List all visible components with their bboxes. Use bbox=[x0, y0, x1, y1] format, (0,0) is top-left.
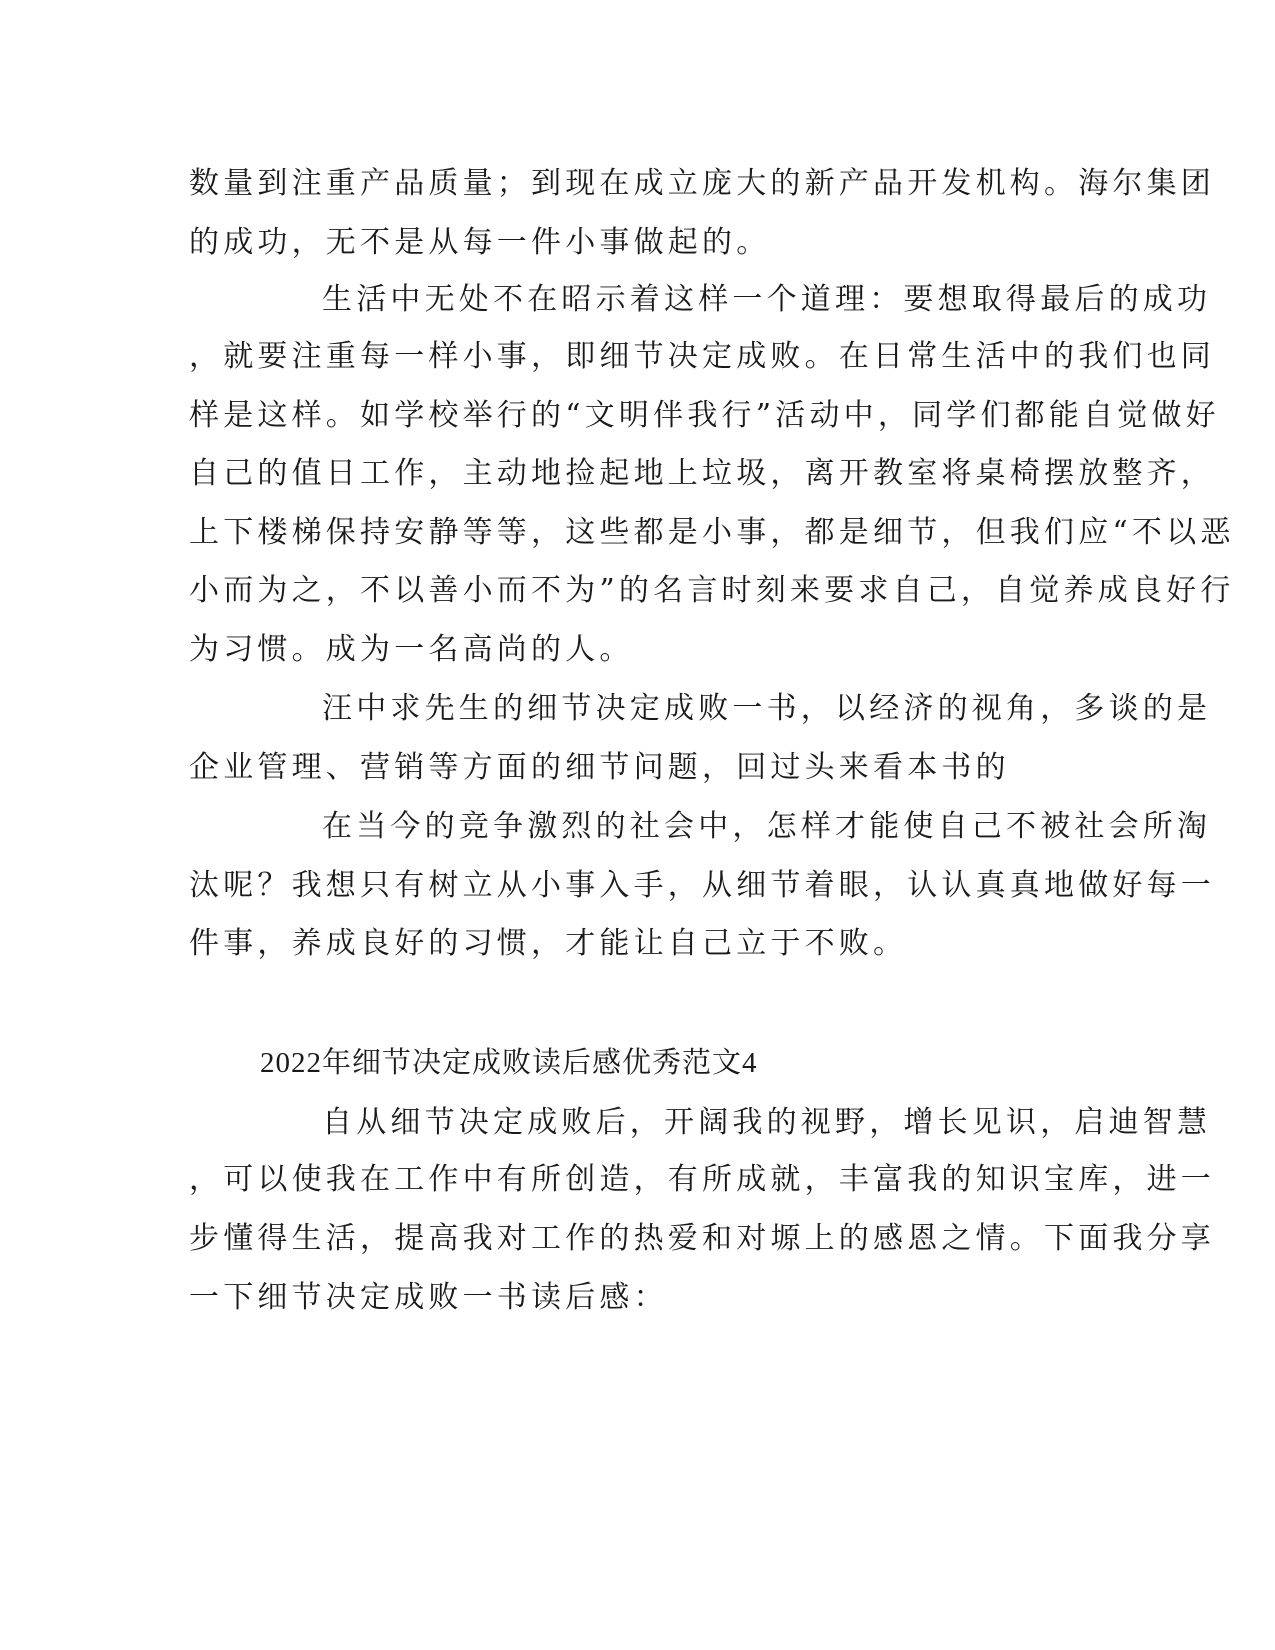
paragraph-line: 数量到注重产品质量；到现在成立庞大的新产品开发机构。海尔集团 bbox=[189, 166, 1215, 201]
paragraph-line: 小而为之，不以善小而不为”的名言时刻来要求自己，自觉养成良好行 bbox=[189, 573, 1235, 608]
paragraph-line: ，就要注重每一样小事，即细节决定成败。在日常生活中的我们也同 bbox=[189, 339, 1215, 374]
paragraph-line: ，可以使我在工作中有所创造，有所成就，丰富我的知识宝库，进一 bbox=[189, 1162, 1215, 1197]
paragraph-line: 的成功，无不是从每一件小事做起的。 bbox=[189, 225, 771, 260]
paragraph-line: 为习惯。成为一名高尚的人。 bbox=[189, 632, 634, 667]
section-heading: 2022年细节决定成败读后感优秀范文4 bbox=[260, 1047, 758, 1079]
paragraph-line: 企业管理、营销等方面的细节问题，回过头来看本书的 bbox=[189, 750, 1010, 785]
paragraph-line: 汰呢？我想只有树立从小事入手，从细节着眼，认认真真地做好每一 bbox=[189, 868, 1215, 903]
paragraph-line: 样是这样。如学校举行的“文明伴我行”活动中，同学们都能自觉做好 bbox=[189, 398, 1220, 433]
paragraph-line: 在当今的竞争激烈的社会中，怎样才能使自己不被社会所淘 bbox=[322, 809, 1212, 844]
paragraph-line: 步懂得生活，提高我对工作的热爱和对塬上的感恩之情。下面我分享 bbox=[189, 1221, 1215, 1256]
paragraph-line: 生活中无处不在昭示着这样一个道理：要想取得最后的成功 bbox=[322, 282, 1212, 317]
paragraph-line: 汪中求先生的细节决定成败一书，以经济的视角，多谈的是 bbox=[322, 691, 1212, 726]
paragraph-line: 自从细节决定成败后，开阔我的视野，增长见识，启迪智慧 bbox=[322, 1105, 1212, 1140]
paragraph-line: 件事，养成良好的习惯，才能让自己立于不败。 bbox=[189, 926, 908, 961]
paragraph-line: 一下细节决定成败一书读后感： bbox=[189, 1280, 668, 1315]
paragraph-line: 上下楼梯保持安静等等，这些都是小事，都是细节，但我们应“不以恶 bbox=[189, 515, 1235, 550]
paragraph-line: 自己的值日工作，主动地捡起地上垃圾，离开教室将桌椅摆放整齐， bbox=[189, 456, 1215, 491]
